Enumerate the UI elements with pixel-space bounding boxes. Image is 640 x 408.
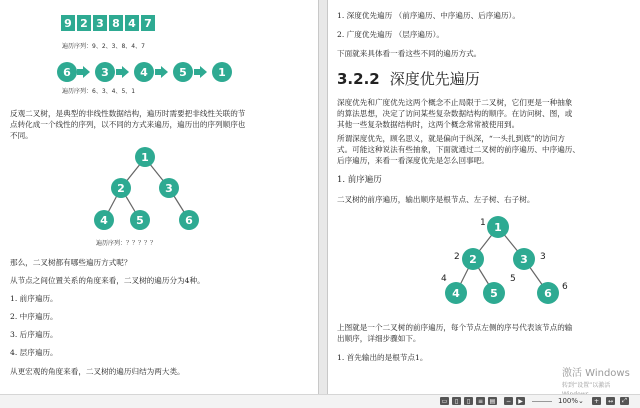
- fit-page-icon[interactable]: ▭: [441, 397, 448, 405]
- paragraph-line: 的算法思想，决定了访问某些复杂数据结构的顺序。在访问树、图，或: [337, 109, 573, 118]
- book-view-icon[interactable]: ▤: [489, 397, 496, 405]
- svg-text:4: 4: [452, 287, 460, 300]
- svg-text:6: 6: [544, 287, 552, 300]
- paragraph-line: 后序遍历，来看一看深度优先是怎么回事吧。: [337, 156, 489, 165]
- tree-node: [94, 210, 114, 230]
- tree-node: [111, 178, 131, 198]
- paragraph-line: 不同。: [10, 131, 33, 140]
- paragraph-line: 所谓深度优先，顾名思义，就是偏向于纵深，“一头扎到底”的访问方: [337, 134, 565, 143]
- array-cell: 7: [140, 14, 156, 32]
- section-title: 深度优先遍历: [389, 70, 480, 88]
- svg-text:2: 2: [117, 182, 125, 195]
- array-cell: 3: [92, 14, 108, 32]
- chain-node: [173, 62, 193, 82]
- chain-node: [212, 62, 232, 82]
- tree-node: [462, 248, 484, 270]
- tree-node: [179, 210, 199, 230]
- order-label: 1: [480, 218, 486, 228]
- array-cell: 8: [108, 14, 124, 32]
- zoom-in-icon[interactable]: +: [593, 397, 600, 405]
- svg-text:5: 5: [490, 287, 498, 300]
- svg-text:1: 1: [494, 221, 502, 234]
- svg-text:1: 1: [141, 151, 149, 164]
- watermark-subtitle: 转到“设置”以激活: [562, 382, 611, 389]
- section-number: 3.2.2: [337, 70, 380, 88]
- svg-text:4: 4: [100, 214, 108, 227]
- single-page-icon[interactable]: ▯: [452, 397, 461, 405]
- two-page-icon[interactable]: ▯: [464, 397, 473, 405]
- windows-activation-watermark: [562, 364, 640, 398]
- paragraph-line: 二叉树的前序遍历，输出顺序是根节点、左子树、右子树。: [337, 195, 535, 204]
- svg-text:3: 3: [165, 182, 173, 195]
- subheading: 1. 前序遍历: [337, 175, 382, 185]
- order-label: 4: [441, 274, 447, 284]
- tree-node: [487, 216, 509, 238]
- paragraph-line: 式。可能这种说法有些抽象，下面就通过二叉树的前序遍历、中序遍历、: [337, 145, 580, 154]
- tree-node: [513, 248, 535, 270]
- tree-node: [135, 147, 155, 167]
- paragraph-line: 从节点之间位置关系的角度来看，二叉树的遍历分为4种。: [10, 276, 205, 285]
- section-heading: [337, 68, 480, 89]
- zoom-slider[interactable]: [532, 401, 552, 402]
- order-label: 2: [454, 252, 460, 262]
- list-item: 1. 前序遍历。: [10, 294, 58, 303]
- chevron-down-icon[interactable]: ⌄: [578, 396, 584, 405]
- paragraph-line: 反观二叉树，是典型的非线性数据结构，遍历时需要把非线性关联的节: [10, 109, 246, 118]
- list-item: 4. 层序遍历。: [10, 348, 58, 357]
- svg-text:3: 3: [101, 66, 109, 79]
- array-cell: 2: [76, 14, 92, 32]
- continuous-icon[interactable]: ≡: [477, 397, 484, 405]
- svg-text:2: 2: [469, 253, 477, 266]
- play-icon[interactable]: ▶: [516, 397, 525, 405]
- svg-text:6: 6: [63, 66, 71, 79]
- paragraph-line: 从更宏观的角度来看，二叉树的遍历归结为两大类。: [10, 367, 185, 376]
- chain-diagram: [55, 58, 245, 86]
- chain-node: [57, 62, 77, 82]
- tree-caption: 遍历序列：？？？？？: [96, 240, 157, 247]
- order-label: 3: [540, 252, 546, 262]
- array-cell: 4: [124, 14, 140, 32]
- tree-node: [537, 282, 559, 304]
- watermark-title: 激活 Windows: [562, 368, 630, 379]
- paragraph-line: 出顺序，详细步骤如下。: [337, 334, 421, 343]
- list-item: 2. 广度优先遍历 （层序遍历）。: [337, 30, 444, 39]
- array-diagram: [60, 14, 156, 32]
- array-caption: 遍历序列：9、2、3、8、4、7: [62, 43, 145, 50]
- svg-text:5: 5: [179, 66, 187, 79]
- preorder-tree-diagram: [440, 212, 590, 308]
- svg-text:5: 5: [136, 214, 144, 227]
- tree-node: [483, 282, 505, 304]
- paragraph-line: 1. 首先输出的是根节点1。: [337, 353, 428, 362]
- zoom-out-icon[interactable]: −: [505, 397, 512, 405]
- list-item: 1. 深度优先遍历 （前序遍历、中序遍历、后序遍历）。: [337, 11, 520, 20]
- list-item: 2. 中序遍历。: [10, 312, 58, 321]
- fullscreen-icon[interactable]: ⤢: [620, 397, 629, 405]
- array-cell: 9: [60, 14, 76, 32]
- paragraph-line: 点转化成一个线性的序列，以不同的方式来遍历，遍历出的序列顺序也: [10, 120, 246, 129]
- tree-node: [445, 282, 467, 304]
- zoom-level[interactable]: 100%: [558, 396, 579, 405]
- paragraph-line: 其他一些复杂数据结构时，这两个概念常常被使用到。: [337, 120, 520, 129]
- tree-node: [159, 178, 179, 198]
- svg-text:6: 6: [185, 214, 193, 227]
- list-item: 3. 后序遍历。: [10, 330, 58, 339]
- viewer-status-bar: [0, 394, 640, 408]
- chain-node: [134, 62, 154, 82]
- svg-text:1: 1: [218, 66, 226, 79]
- svg-text:3: 3: [520, 253, 528, 266]
- paragraph-line: 下面就来具体看一看这些不同的遍历方式。: [337, 49, 482, 58]
- chain-caption: 遍历序列：6、3、4、5、1: [62, 88, 136, 95]
- chain-node: [95, 62, 115, 82]
- tree-diagram: [85, 144, 215, 236]
- order-label: 6: [562, 282, 568, 292]
- order-label: 5: [510, 274, 516, 284]
- paragraph-line: 上图就是一个二叉树的前序遍历，每个节点左侧的序号代表该节点的输: [337, 323, 573, 332]
- left-page: [0, 0, 318, 394]
- paragraph-line: 那么，二叉树都有哪些遍历方式呢？: [10, 258, 132, 267]
- svg-text:4: 4: [140, 66, 148, 79]
- right-page: [328, 0, 640, 394]
- paragraph-line: 深度优先和广度优先这两个概念不止局限于二叉树，它们更是一种抽象: [337, 98, 573, 107]
- page-gutter: [318, 0, 328, 394]
- fit-width-icon[interactable]: ↔: [607, 397, 614, 405]
- tree-node: [130, 210, 150, 230]
